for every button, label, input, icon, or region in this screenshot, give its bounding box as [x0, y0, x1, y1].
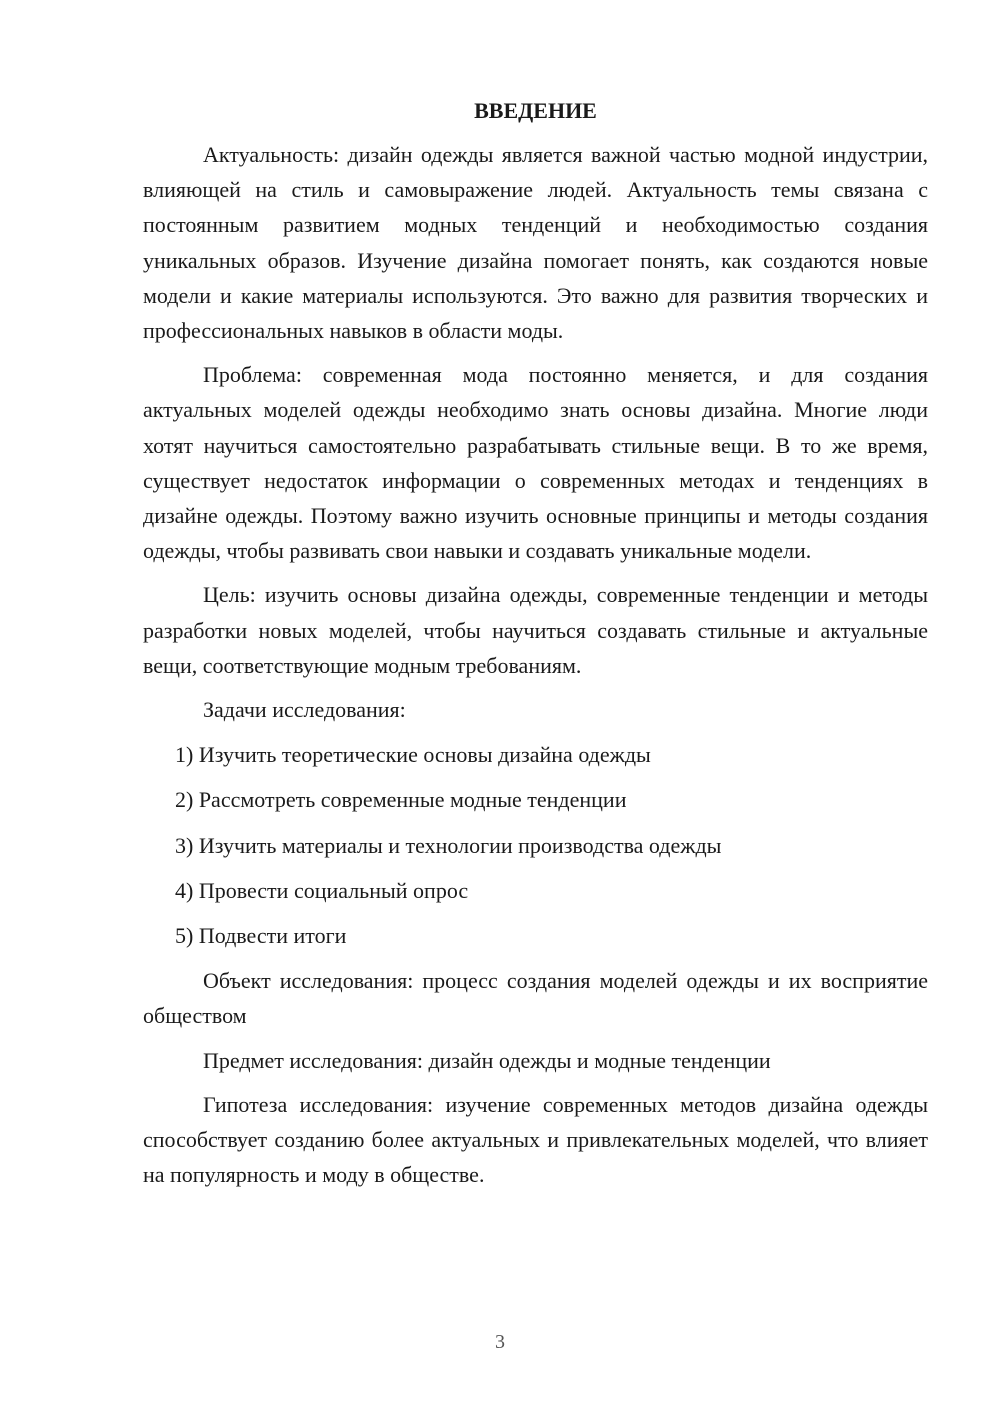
goal-paragraph: Цель: изучить основы дизайна одежды, современные тенденции и методы разработки новых моделей, чтобы научиться создавать стильные и актуальные вещи, соответствующие модным требованиям. [143, 582, 928, 678]
task-item: 4) Провести социальный опрос [175, 877, 469, 903]
problem-paragraph: Проблема: современная мода постоянно меняется, и для создания актуальных моделей одежды необходимо знать основы дизайна. Многие люди хотят научиться самостоятельно разрабатывать стильные вещи. В то же время, существует недостаток информации о современных методах и тенденциях в дизайне одежды. Поэтому важно изучить основные принципы и методы создания одежды, чтобы развивать свои навыки и создавать уникальные модели. [143, 362, 928, 564]
task-list [143, 737, 928, 953]
subject-paragraph: Предмет исследования: дизайн одежды и модные тенденции [203, 1047, 771, 1073]
page-number: 3 [495, 1331, 505, 1353]
object-paragraph: Объект исследования: процесс создания моделей одежды и их восприятие обществом [143, 968, 928, 1029]
hypothesis-paragraph: Гипотеза исследования: изучение современных методов дизайна одежды способствует созданию более актуальных и привлекательных моделей, что влияет на популярность и моду в обществе. [143, 1091, 928, 1188]
task-item: 1) Изучить теоретические основы дизайна одежды [175, 742, 651, 768]
tasks-title: Задачи исследования: [203, 697, 406, 723]
task-item: 5) Подвести итоги [175, 923, 347, 949]
task-item: 2) Рассмотреть современные модные тенденции [175, 787, 627, 813]
task-item: 3) Изучить материалы и технологии производства одежды [175, 832, 722, 858]
document-page [143, 96, 928, 1201]
section-heading: ВВЕДЕНИЕ [474, 98, 597, 123]
relevance-paragraph: Актуальность: дизайн одежды является важной частью модной индустрии, влияющей на стиль и самовыражение людей. Актуальность темы связана с постоянным развитием модных тенденций и необходимостью создания уникальных образов. Изучение дизайна помогает понять, как создаются новые модели и какие материалы используются. Это важно для развития творческих и профессиональных навыков в области моды. [143, 142, 928, 344]
